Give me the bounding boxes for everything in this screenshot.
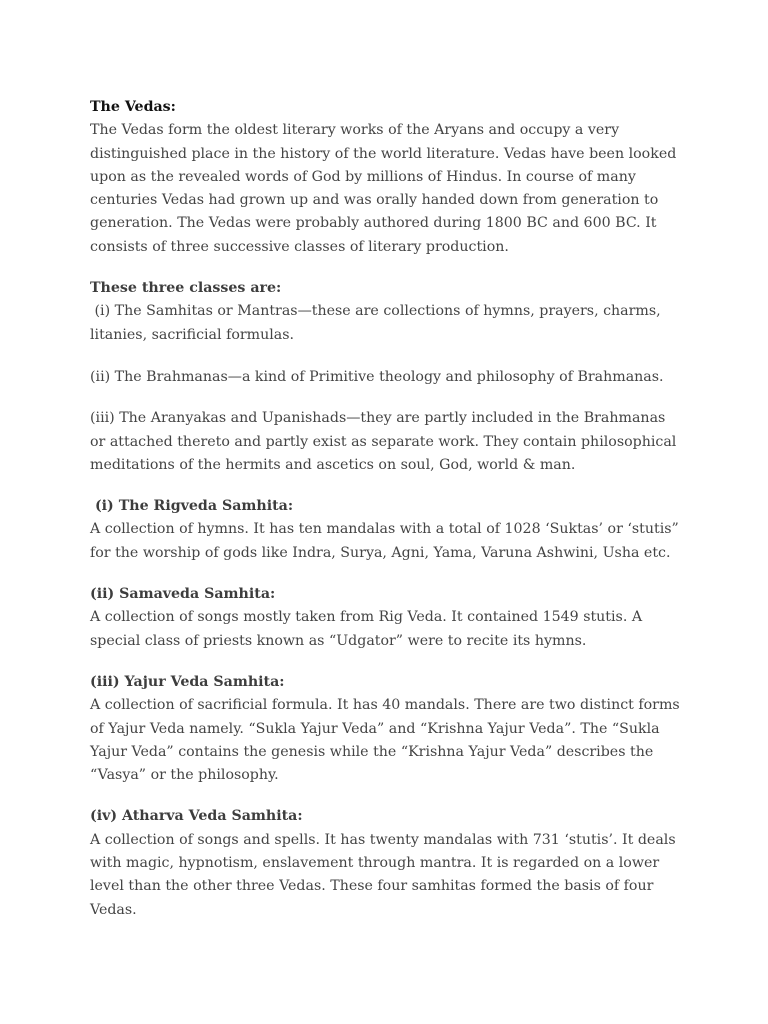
section-vedas bbox=[90, 96, 680, 259]
section-paragraph: A collection of songs mostly taken from Rig Veda. It contained 1549 stutis. A special class of priests known as “Udgator” were to recite its hymns. bbox=[90, 609, 643, 649]
section-samaveda bbox=[90, 583, 680, 653]
list-item: (ii) The Brahmanas—a kind of Primitive theology and philosophy of Brahmanas. bbox=[90, 368, 664, 385]
section-heading: The Vedas: bbox=[90, 99, 176, 115]
section-rigveda bbox=[90, 495, 680, 565]
section-heading: (iii) Yajur Veda Samhita: bbox=[90, 673, 285, 690]
section-classes bbox=[90, 277, 680, 347]
list-item: (i) The Samhitas or Mantras—these are collections of hymns, prayers, charms, litanies, sacrificial formulas. bbox=[90, 303, 666, 343]
section-atharvaveda bbox=[90, 805, 680, 921]
section-heading: These three classes are: bbox=[90, 280, 282, 297]
list-item: (iii) The Aranyakas and Upanishads—they are partly included in the Brahmanas or attached thereto and partly exist as separate work. They contain philosophical meditations of the hermits and ascetics on soul, God, world & man. bbox=[90, 410, 677, 473]
document-page bbox=[90, 96, 680, 940]
section-paragraph: A collection of hymns. It has ten mandalas with a total of 1028 ‘Suktas’ or ‘stutis” for the worship of gods like Indra, Surya, Agni, Yama, Varuna Ashwini, Usha etc. bbox=[90, 521, 679, 561]
section-paragraph: A collection of sacrificial formula. It has 40 mandals. There are two distinct forms of Yajur Veda namely. “Sukla Yajur Veda” and “Krishna Yajur Veda”. The “Sukla Yajur Veda” contains the genesis while the “Krishna Yajur Veda” describes the “Vasya” or the philosophy. bbox=[90, 697, 680, 784]
section-heading: (i) The Rigveda Samhita: bbox=[90, 498, 294, 515]
section-heading: (ii) Samaveda Samhita: bbox=[90, 586, 276, 603]
section-yajurveda bbox=[90, 671, 680, 787]
section-classes-item-2 bbox=[90, 366, 680, 389]
section-classes-item-3 bbox=[90, 407, 680, 477]
section-paragraph: A collection of songs and spells. It has twenty mandalas with 731 ‘stutis’. It deals with magic, hypnotism, enslavement through mantra. It is regarded on a lower level than the other three Vedas. These four samhitas formed the basis of four Vedas. bbox=[90, 831, 676, 918]
section-heading: (iv) Atharva Veda Samhita: bbox=[90, 808, 303, 825]
section-paragraph: The Vedas form the oldest literary works of the Aryans and occupy a very distinguished place in the history of the world literature. Vedas have been looked upon as the revealed words of God by millions of Hindus. In course of many centuries Vedas had grown up and was orally handed down from generation to generation. The Vedas were probably authored during 1800 BC and 600 BC. It consists of three successive classes of literary production. bbox=[90, 122, 677, 255]
